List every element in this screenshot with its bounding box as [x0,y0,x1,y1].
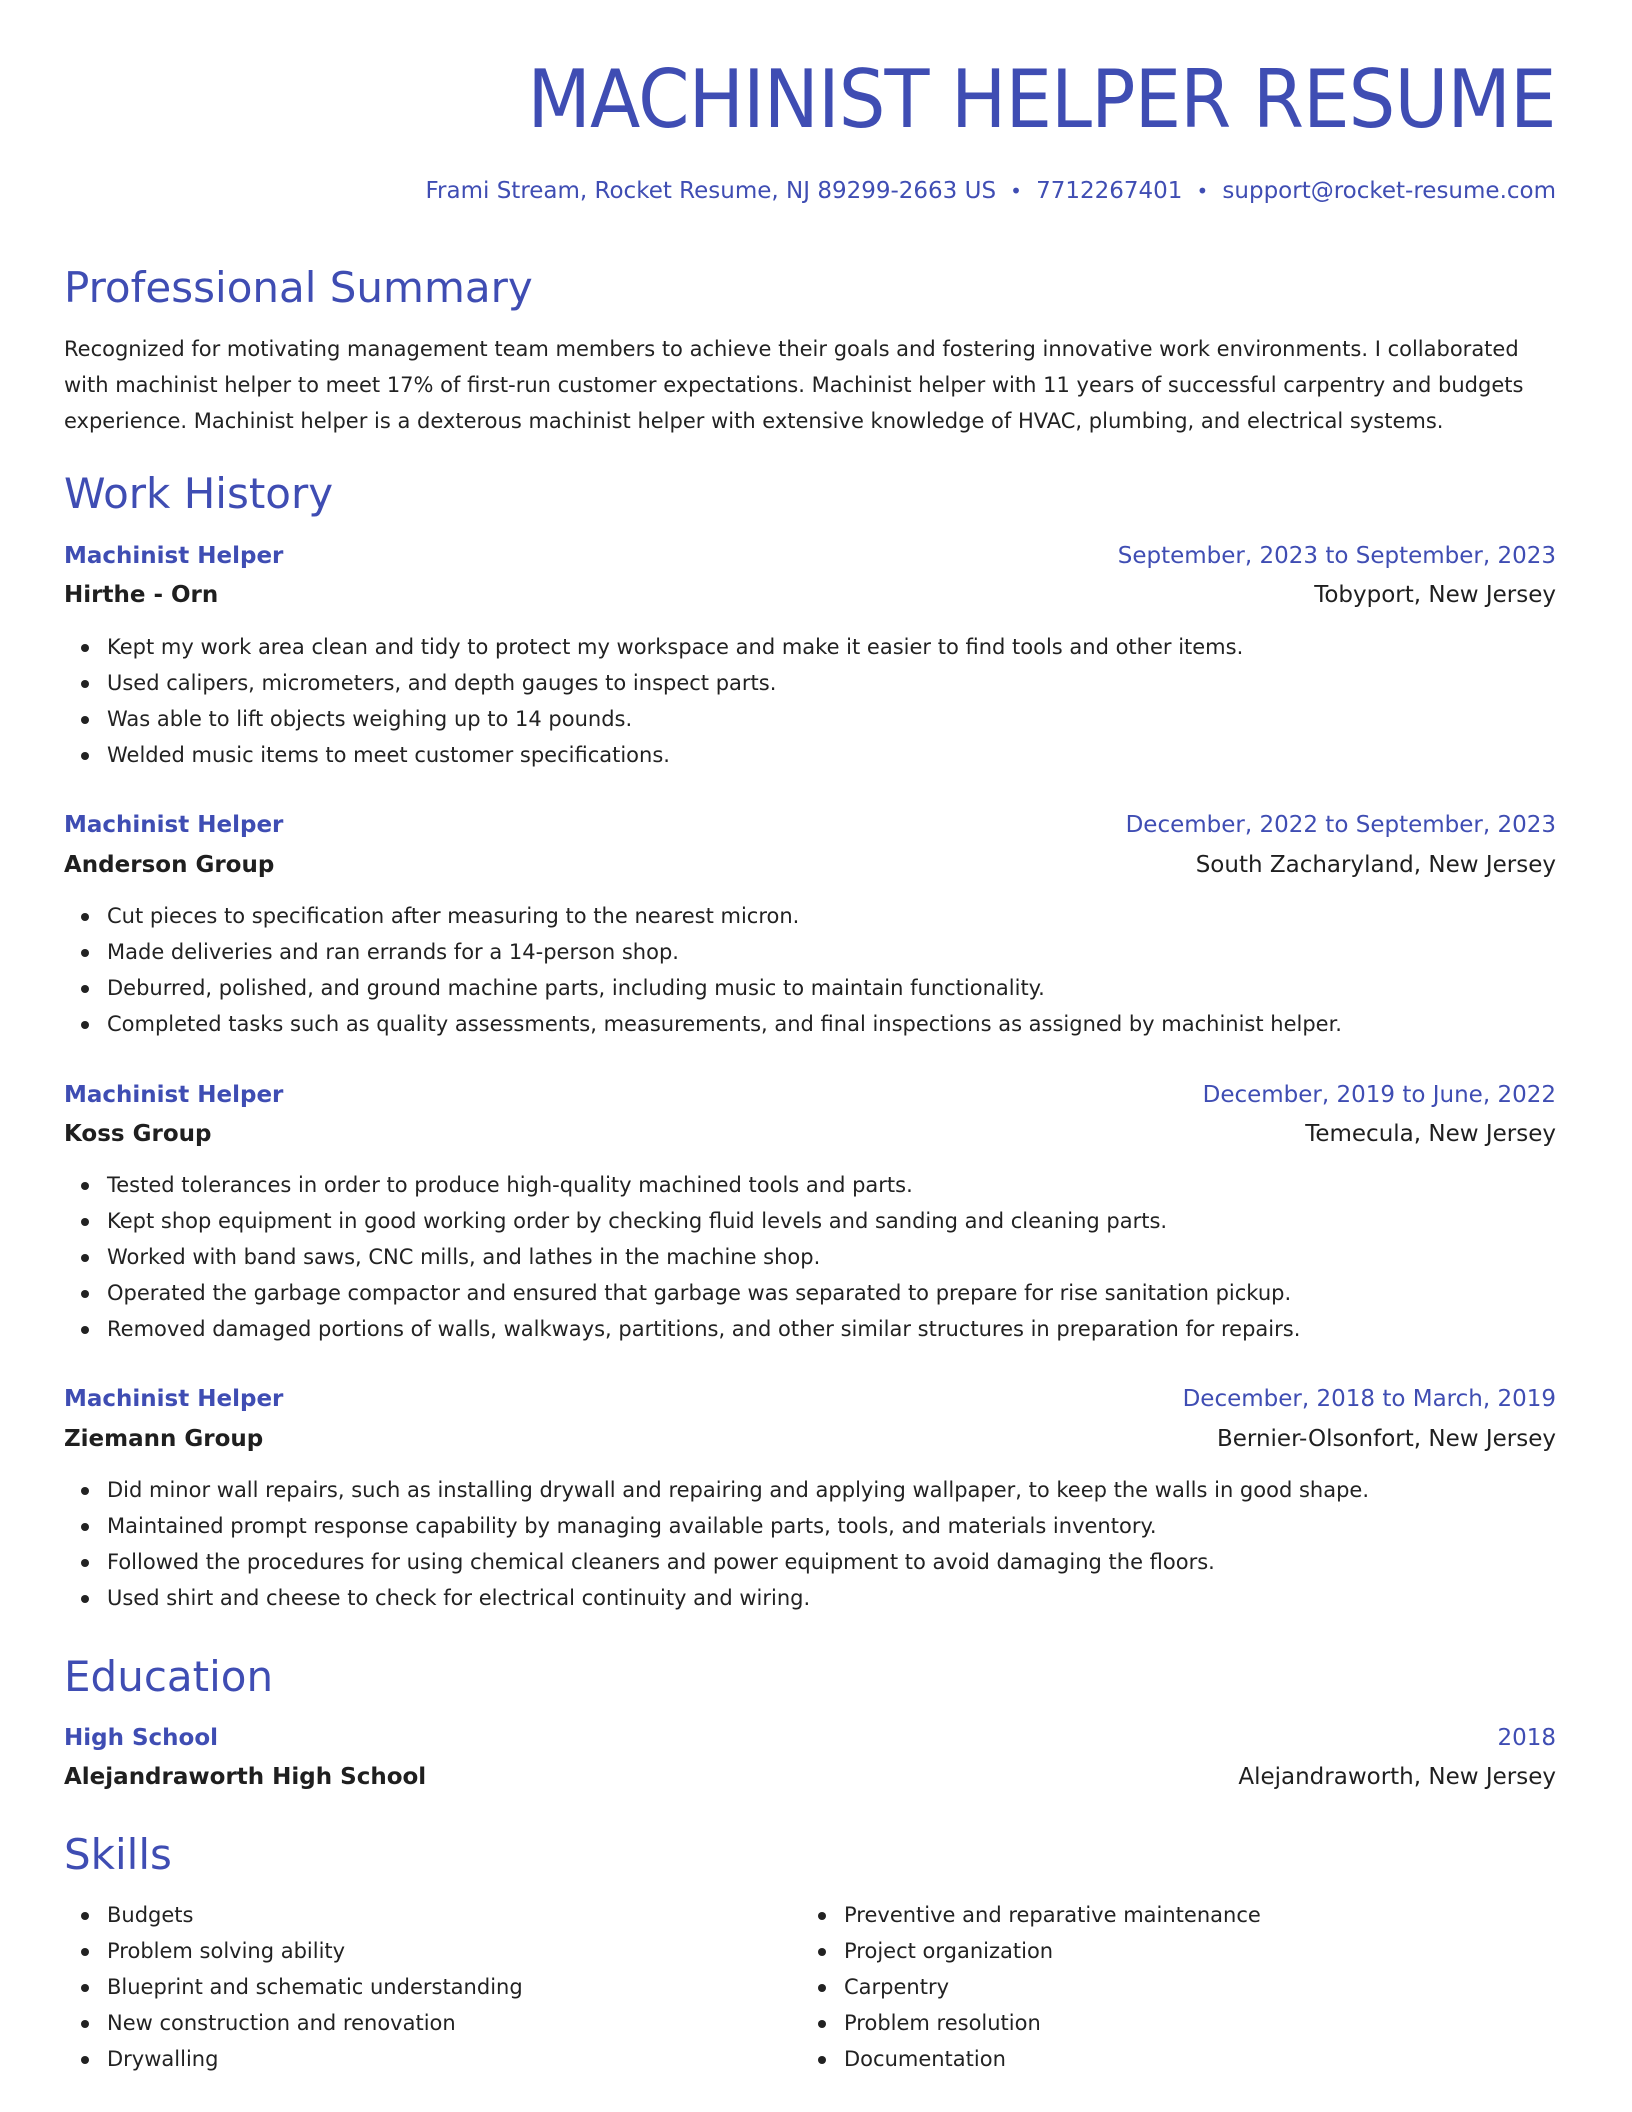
job-bullet: Did minor wall repairs, such as installing drywall and repairing and applying wallpaper, to keep the walls in good shape. [107,1472,1556,1508]
job-header [64,1382,1556,1416]
education-location: Alejandraworth, New Jersey [1238,1764,1556,1790]
job-employer: Koss Group [64,1121,212,1147]
skills-list-right [801,1897,1524,2077]
job-bullet: Used calipers, micrometers, and depth gauges to inspect parts. [107,665,1556,701]
contact-email[interactable]: support@rocket-resume.com [1222,178,1556,204]
job-bullet: Deburred, polished, and ground machine parts, including music to maintain functionality. [107,970,1556,1006]
skill-item: Project organization [844,1933,1524,1969]
resume-title: MACHINIST HELPER RESUME [527,53,1556,146]
job-employer: Ziemann Group [64,1426,264,1452]
skill-item: Problem solving ability [107,1933,787,1969]
education-school: Alejandraworth High School [64,1764,427,1790]
contact-phone[interactable]: 7712267401 [1036,178,1183,204]
job-role: Machinist Helper [64,812,284,838]
contact-address: Frami Stream, Rocket Resume, NJ 89299-2663 US [425,178,997,204]
skill-item: Budgets [107,1897,787,1933]
job-employer-row [64,848,1556,882]
job-bullet: Operated the garbage compactor and ensured that garbage was separated to prepare for rise sanitation pickup. [107,1275,1556,1311]
job-bullet-list [64,629,1556,773]
job-bullet: Removed damaged portions of walls, walkways, partitions, and other similar structures in preparation for repairs. [107,1311,1556,1347]
skill-item: Preventive and reparative maintenance [844,1897,1524,1933]
job-bullet-list [64,1167,1556,1347]
education-school-row [64,1760,1556,1794]
skill-item: Drywalling [107,2041,787,2077]
job-header [64,539,1556,573]
job-bullet-list [64,898,1556,1042]
job-bullet: Used shirt and cheese to check for electrical continuity and wiring. [107,1580,1556,1616]
job-bullet: Worked with band saws, CNC mills, and lathes in the machine shop. [107,1239,1556,1275]
education-degree: High School [64,1725,219,1751]
job-dates: September, 2023 to September, 2023 [1117,543,1556,569]
job-dates: December, 2019 to June, 2022 [1202,1082,1556,1108]
job-location: Bernier-Olsonfort, New Jersey [1216,1426,1556,1452]
skill-item: Documentation [844,2041,1524,2077]
section-title-skills: Skills [64,1830,172,1879]
job-bullet: Maintained prompt response capability by managing available parts, tools, and materials inventory. [107,1508,1556,1544]
job-bullet: Tested tolerances in order to produce high-quality machined tools and parts. [107,1167,1556,1203]
skill-item: Carpentry [844,1969,1524,2005]
job-employer: Hirthe - Orn [64,582,219,608]
job-bullet: Kept my work area clean and tidy to protect my workspace and make it easier to find tools and other items. [107,629,1556,665]
job-role: Machinist Helper [64,1082,284,1108]
job-employer-row [64,578,1556,612]
contact-line [425,178,1556,204]
section-title-work-history: Work History [64,469,334,518]
job-bullet: Welded music items to meet customer specifications. [107,737,1556,773]
contact-separator: • [1196,179,1209,203]
job-header [64,808,1556,842]
job-bullet: Kept shop equipment in good working order by checking fluid levels and sanding and cleaning parts. [107,1203,1556,1239]
contact-separator: • [1010,179,1022,203]
job-dates: December, 2022 to September, 2023 [1125,812,1556,838]
section-title-education: Education [64,1652,274,1701]
job-employer-row [64,1422,1556,1456]
skill-item: New construction and renovation [107,2005,787,2041]
section-title-summary: Professional Summary [64,263,533,312]
job-employer: Anderson Group [64,852,275,878]
summary-text: Recognized for motivating management team members to achieve their goals and fostering innovative work environments. I collaborated with machinist helper to meet 17% of first-run customer expectations. Machinist helper with 11 years of successful carpentry and budgets experience. Machinist helper is a dexterous machinist helper with extensive knowledge of HVAC, plumbing, and electrical systems. [64,337,1524,433]
job-role: Machinist Helper [64,543,284,569]
job-bullet: Completed tasks such as quality assessments, measurements, and final inspections as assigned by machinist helper. [107,1006,1556,1042]
education-year: 2018 [1497,1725,1556,1751]
job-location: South Zacharyland, New Jersey [1195,852,1556,878]
job-location: Tobyport, New Jersey [1314,582,1556,608]
skills-list-left [64,1897,787,2077]
job-bullet: Was able to lift objects weighing up to 14 pounds. [107,701,1556,737]
job-role: Machinist Helper [64,1386,284,1412]
job-bullet: Cut pieces to specification after measuring to the nearest micron. [107,898,1556,934]
job-employer-row [64,1117,1556,1151]
job-header [64,1078,1556,1112]
job-dates: December, 2018 to March, 2019 [1182,1386,1556,1412]
job-bullet: Made deliveries and ran errands for a 14-person shop. [107,934,1556,970]
job-bullet: Followed the procedures for using chemical cleaners and power equipment to avoid damaging the floors. [107,1544,1556,1580]
job-bullet-list [64,1472,1556,1616]
skill-item: Blueprint and schematic understanding [107,1969,787,2005]
education-header [64,1721,1556,1755]
skill-item: Problem resolution [844,2005,1524,2041]
job-location: Temecula, New Jersey [1305,1121,1556,1147]
